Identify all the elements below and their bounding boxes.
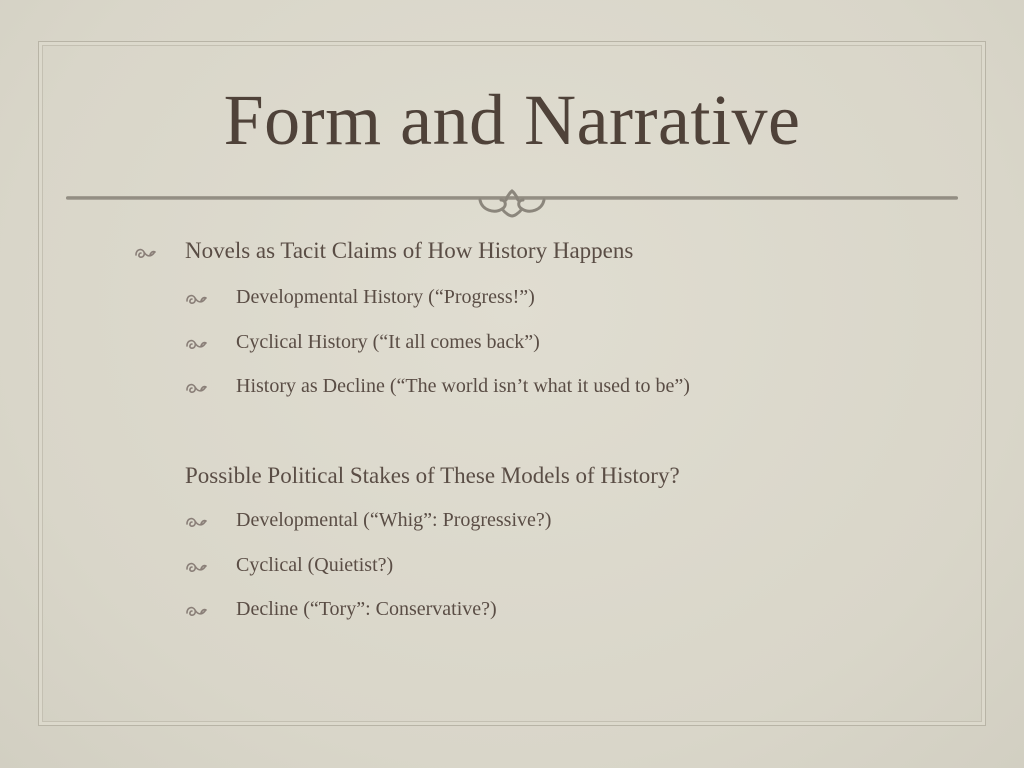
fleuron-bullet-icon bbox=[185, 515, 207, 529]
slide-title: Form and Narrative bbox=[223, 80, 801, 160]
bullet-item-level2: History as Decline (“The world isn’t what it used to be”) bbox=[236, 375, 690, 397]
bullet-item-level1: Novels as Tacit Claims of How History Happens bbox=[185, 238, 634, 263]
bullet-item-level1: Possible Political Stakes of These Models of History? bbox=[185, 463, 680, 488]
fleuron-bullet-icon bbox=[134, 246, 156, 260]
bullet-item-level2: Decline (“Tory”: Conservative?) bbox=[236, 598, 497, 620]
bullet-item-level2: Developmental (“Whig”: Progressive?) bbox=[236, 509, 552, 531]
bullet-item-level2: Developmental History (“Progress!”) bbox=[236, 286, 535, 308]
bullet-item-level2: Cyclical History (“It all comes back”) bbox=[236, 331, 540, 353]
fleuron-bullet-icon bbox=[185, 337, 207, 351]
fleuron-bullet-icon bbox=[185, 292, 207, 306]
fleuron-bullet-icon bbox=[185, 560, 207, 574]
fleuron-bullet-icon bbox=[185, 381, 207, 395]
fleuron-bullet-icon bbox=[185, 604, 207, 618]
bullet-item-level2: Cyclical (Quietist?) bbox=[236, 554, 394, 576]
